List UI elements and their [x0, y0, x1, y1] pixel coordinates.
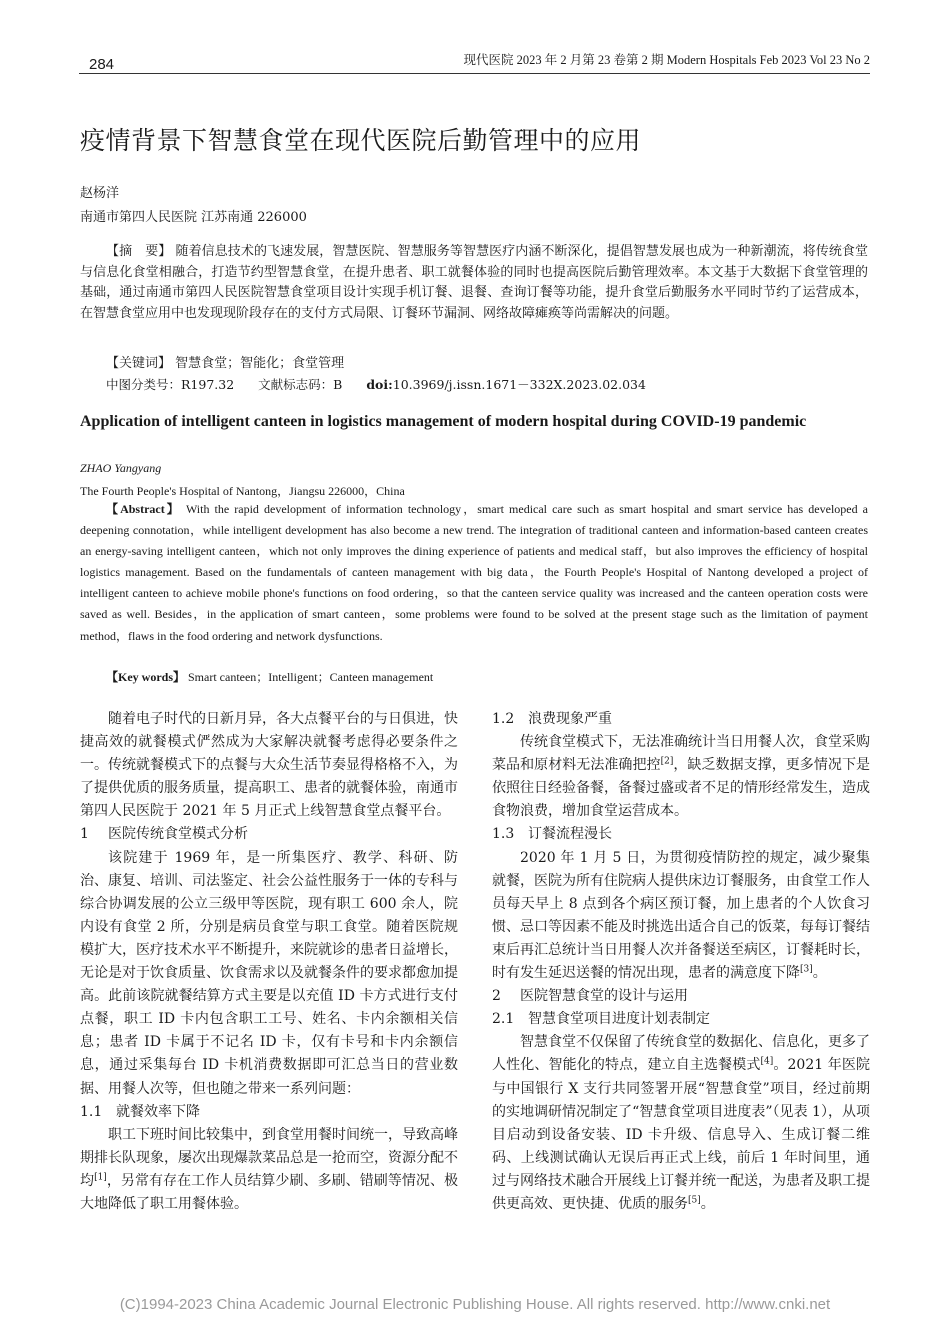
- affiliation-en: The Fourth People's Hospital of Nantong，Jiangsu 226000，China: [80, 484, 405, 498]
- abstract-cn-label: 【摘 要】: [106, 244, 172, 259]
- citation-ref[interactable]: [5]: [688, 1195, 701, 1206]
- abstract-cn: [80, 242, 868, 324]
- section-title: 医院智慧食堂的设计与运用: [520, 988, 688, 1005]
- doi-value: 10.3969/j.issn.1671－332X.2023.02.034: [392, 377, 646, 392]
- section-title: 智慧食堂项目进度计划表制定: [528, 1011, 710, 1028]
- section-1-2-heading: [492, 708, 870, 731]
- doi: [366, 377, 666, 392]
- section-number: 1.1: [80, 1103, 103, 1120]
- affiliation: 南通市第四人民医院 江苏南通 226000: [80, 210, 307, 225]
- abstract-cn-text: 随着信息技术的飞速发展，智慧医院、智慧服务等智慧医疗内涵不断深化，提倡智慧发展也成为一种新潮流，将传统食堂与信息化食堂相融合，打造节约型智慧食堂，在提升患者、职工就餐体验的同时也提高医院后勤管理效率。本文基于大数据下食堂管理的基础，通过南通市第四人民医院智慧食堂项目设计实现手机订餐、退餐、查询订餐等功能，提升食堂后勤服务水平同时节约了运营成本，在智慧食堂应用中也发现现阶段存在的支付方式局限、订餐环节漏洞、网络故障瘫痪等尚需解决的问题。: [80, 244, 868, 321]
- section-1-paragraph: 该院建于 1969 年，是一所集医疗、教学、科研、防治、康复、培训、司法鉴定、社会公益性服务于一体的专科与综合协调发展的公立三级甲等医院，现有职工 600 余人，院内设有食堂 2 所，分别是病员食堂与职工食堂。随着医院规模扩大，医疗技术水平不断提升，来院就诊的患者日益增长，无论是对于饮食质量、饮食需求以及就餐条件的要求都愈加提高。此前该院就餐结算方式主要是以充值 ID 卡方式进行支付点餐，职工 ID 卡内包含职工工号、姓名、卡内余额相关信息；患者 ID 卡属于不记名 ID 卡，仅有卡号和卡内余额信息，通过采集每台 ID 卡机消费数据即可汇总当日的营业数据、用餐人次等，但也随之带来一系列问题：: [80, 849, 458, 1097]
- abstract-en-text: With the rapid development of information technology，smart medical care such as smart hospital and smart service has developed a deepening connotation，while intelligent development has also become a new trend. The integration of traditional canteen and information-based canteen creates an energy-saving intelligent canteen，which not only improves the dining experience of patients and medical staff，but also improves the efficiency of hospital logistics management. Based on the fundamentals of canteen management with big data，the Fourth People's Hospital of Nantong developed a project of intelligent canteen to achieve mobile phone's functions on food ordering，so that the canteen service quality was increased and the canteen operation costs were saved as well. Besides，in the application of smart canteen，some problems were found to be solved at the present stage such as the limitation of payment method，flaws in the food ordering and network dysfunctions.: [80, 502, 869, 643]
- section-number: 1.3: [492, 826, 515, 843]
- section-title: 订餐流程漫长: [528, 826, 612, 843]
- section-1-3-paragraph: [492, 847, 870, 986]
- paragraph-text: 。: [700, 1195, 715, 1212]
- section-1-1-paragraph: [80, 1124, 458, 1216]
- section-title: 医院传统食堂模式分析: [108, 826, 248, 843]
- section-2-1-paragraph: [492, 1031, 870, 1216]
- abstract-en-label: 【Abstract】: [106, 502, 181, 516]
- body-column-right: [492, 708, 870, 1216]
- copyright-footer: (C)1994-2023 China Academic Journal Electronic Publishing House. All rights reserved. http://www.cnki.net: [119, 1296, 831, 1313]
- author-en: ZHAO Yangyang: [80, 461, 162, 475]
- section-title: 浪费现象严重: [528, 711, 612, 727]
- body-column-left: [80, 708, 458, 1216]
- section-number: 2.1: [492, 1011, 515, 1028]
- citation-ref[interactable]: [4]: [760, 1056, 774, 1067]
- keywords-en-label: 【Key words】: [106, 670, 185, 684]
- paragraph-text: ，缺乏数据支撑，更多情况下是依照往日经验备餐，备餐过盛或者不足的情形经常发生，造成食物浪费，增加食堂运营成本。: [492, 757, 871, 820]
- paragraph-text: 。2021 年医院与中国银行 X 支行共同签署开展“智慧食堂”项目，经过前期的实地调研情况制定了“智慧食堂项目进度表”（见表 1），从项目启动到设备安装、ID 卡升级、信息导入、生成订餐二维码、上线测试确认无误后再正式上线，前后 1 年时间里，通过与网络技术融合开展线上订餐并统一配送，为患者及职工提供更高效、更快捷、优质的服务: [492, 1057, 870, 1212]
- paragraph-text: 2020 年 1 月 5 日，为贯彻疫情防控的规定，减少聚集就餐，医院为所有住院病人提供床边订餐服务，由食堂工作人员每天早上 8 点到各个病区预订餐，加上患者的个人饮食习惯、忌口等因素不能及时挑选出适合自己的饭菜，每每订餐结束后再汇总统计当日用餐人次并备餐送至病区，订餐耗时长，时有发生延迟送餐的情况出现，患者的满意度下降: [492, 849, 870, 982]
- keywords-cn-label: 【关键词】: [106, 356, 172, 371]
- section-2-heading: [492, 985, 870, 1008]
- abstract-en: [80, 499, 868, 647]
- section-number: 1: [80, 826, 89, 843]
- paragraph-text: 智慧食堂不仅保留了传统食堂的数据化、信息化，更多了人性化、智能化的特点，建立自主选餐模式: [492, 1034, 870, 1074]
- intro-paragraph: 随着电子时代的日新月异，各大点餐平台的与日俱进，快捷高效的就餐模式俨然成为大家解决就餐考虑得必要条件之一。传统就餐模式下的点餐与大众生活节奏显得格格不入，为了提供优质的服务质量，提高职工、患者的就餐体验，南通市第四人民医院于 2021 年 5 月正式上线智慧食堂点餐平台。: [80, 711, 458, 820]
- header-rule: [79, 73, 870, 74]
- section-title: 就餐效率下降: [116, 1103, 200, 1120]
- paragraph-text: 。: [812, 965, 827, 982]
- paragraph-text: 传统食堂模式下，无法准确统计当日用餐人次，食堂采购菜品和原材料无法准确把控: [492, 734, 870, 774]
- section-number: 2: [492, 988, 501, 1005]
- keywords-en: [106, 668, 433, 685]
- paragraph-text: 职工下班时间比较集中，到食堂用餐时间统一，导致高峰期排长队现象，屡次出现爆款菜品总是一抢而空，资源分配不均: [80, 1126, 458, 1189]
- section-1-heading: [80, 823, 458, 846]
- section-number: 1.2: [492, 711, 515, 727]
- clc-number: 中图分类号：R197.32: [106, 377, 235, 392]
- article-title-en: Application of intelligent canteen in logistics management of modern hospital during COVID-19 pandemic: [80, 413, 807, 430]
- section-1-2-paragraph: [492, 731, 870, 823]
- keywords-en-text: Smart canteen；Intelligent；Canteen management: [188, 670, 434, 684]
- section-2-1-heading: [492, 1008, 870, 1031]
- page-number: 284: [89, 56, 115, 73]
- section-1-1-heading: [80, 1101, 458, 1124]
- section-1-3-heading: [492, 823, 870, 846]
- doi-label: doi:: [366, 377, 393, 392]
- article-title: 疫情背景下智慧食堂在现代医院后勤管理中的应用: [80, 126, 642, 155]
- author: 赵杨洋: [80, 186, 120, 201]
- document-code: 文献标志码：B: [258, 377, 343, 392]
- citation-ref[interactable]: [2]: [660, 756, 674, 767]
- keywords-cn: [106, 352, 344, 371]
- keywords-cn-text: 智慧食堂；智能化；食堂管理: [175, 356, 345, 371]
- citation-ref[interactable]: [3]: [800, 964, 813, 975]
- paragraph-text: ，另常有存在工作人员结算少刷、多刷、错刷等情况、极大地降低了职工用餐体验。: [80, 1172, 459, 1212]
- running-head: 现代医院 2023 年 2 月第 23 卷第 2 期 Modern Hospitals Feb 2023 Vol 23 No 2: [463, 53, 870, 67]
- citation-ref[interactable]: [1]: [94, 1172, 107, 1183]
- classification: [106, 375, 686, 393]
